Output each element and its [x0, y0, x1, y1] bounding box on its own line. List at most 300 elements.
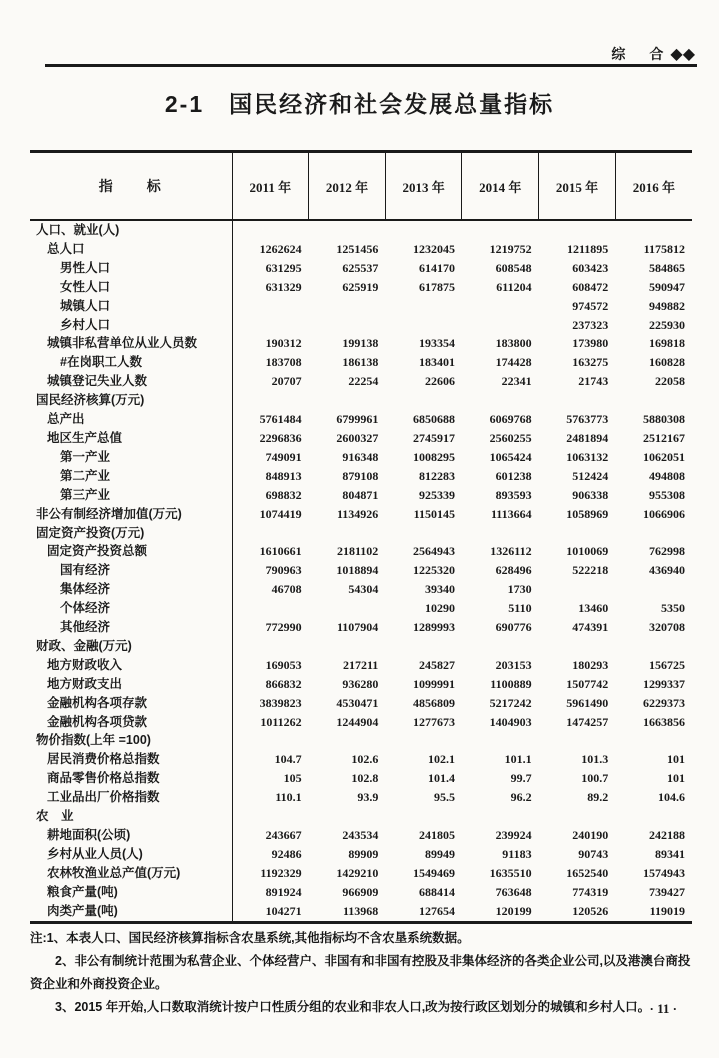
cell-value: 1113664 [490, 506, 532, 521]
cell-value: 1134926 [336, 506, 379, 521]
section-header-row [30, 807, 692, 826]
cell-value: 102.1 [427, 752, 455, 767]
cell-value [232, 637, 309, 656]
row-label: 金融机构各项存款 [30, 694, 232, 713]
cell-value: 104.6 [658, 790, 685, 805]
cell-value: 906338 [572, 487, 609, 502]
header-divider [45, 64, 697, 67]
cell-value: 243667 [265, 828, 302, 842]
cell-value [232, 391, 309, 410]
cell-value [309, 524, 386, 543]
cell-value: 763648 [495, 884, 532, 899]
cell-value [462, 731, 539, 750]
cell-value [309, 391, 386, 410]
cell-value: 93.9 [357, 790, 379, 805]
cell-value: 955308 [649, 487, 685, 502]
chapter-corner-text: 综 合 [611, 46, 669, 62]
table-row [30, 656, 692, 675]
cell-value: 1404903 [489, 714, 532, 729]
cell-value: 10290 [424, 601, 455, 616]
cell-value: 225930 [649, 317, 685, 332]
cell-value: 320708 [649, 620, 685, 635]
cell-value: 100.7 [581, 771, 609, 786]
cell-value: 584865 [649, 260, 685, 275]
cell-value: 614170 [418, 260, 455, 275]
cell-value: 2512167 [643, 430, 685, 445]
cell-value [539, 580, 616, 599]
cell-value [385, 220, 462, 240]
cell-value: 690776 [495, 620, 532, 635]
row-label: 地方财政收入 [30, 656, 232, 675]
cell-value: 879108 [342, 468, 379, 483]
cell-value: 241805 [418, 828, 455, 842]
cell-value: 5880308 [643, 412, 685, 427]
cell-value: 1065424 [489, 449, 532, 464]
section-header-row [30, 391, 692, 410]
cell-value: 120526 [572, 903, 609, 918]
cell-value: 46708 [271, 582, 302, 597]
row-label: 第二产业 [30, 467, 232, 486]
cell-value: 1192329 [260, 865, 302, 880]
cell-value: 104.7 [274, 752, 302, 767]
cell-value [385, 731, 462, 750]
cell-value [615, 807, 692, 826]
row-label: 第一产业 [30, 448, 232, 467]
row-label: 总产出 [30, 410, 232, 429]
cell-value [385, 316, 462, 335]
cell-value: 173980 [572, 336, 609, 351]
year-column-header: 2012 年 [309, 152, 386, 221]
cell-value: 2481894 [566, 430, 609, 445]
cell-value: 21743 [578, 374, 609, 389]
cell-value: 1507742 [566, 676, 609, 691]
cell-value: 183708 [265, 355, 302, 370]
table-row [30, 410, 692, 429]
cell-value: 2296836 [259, 430, 302, 445]
cell-value: 608472 [572, 279, 609, 294]
cell-value [232, 807, 309, 826]
row-label: 男性人口 [30, 259, 232, 278]
cell-value: 1244904 [336, 714, 379, 729]
cell-value: 1100889 [490, 676, 532, 691]
cell-value: 1652540 [566, 865, 609, 880]
table-row [30, 259, 692, 278]
row-label: 农 业 [30, 807, 232, 826]
cell-value: 101.3 [581, 752, 609, 767]
footnotes [30, 927, 695, 1019]
table-row [30, 297, 692, 316]
cell-value: 1474257 [566, 714, 609, 729]
year-column-header: 2011 年 [232, 152, 309, 221]
cell-value: 174428 [495, 355, 532, 370]
cell-value: 20707 [271, 374, 302, 389]
cell-value: 243534 [342, 828, 379, 842]
cell-value [539, 807, 616, 826]
cell-value [309, 599, 386, 618]
row-label: 国有经济 [30, 561, 232, 580]
cell-value [232, 524, 309, 543]
cell-value: 186138 [342, 355, 379, 370]
cell-value: 5761484 [259, 412, 302, 427]
cell-value [462, 316, 539, 335]
year-column-header: 2013 年 [385, 152, 462, 221]
cell-value: 1063132 [566, 449, 609, 464]
cell-value [309, 220, 386, 240]
cell-value: 891924 [265, 884, 302, 899]
indicators-table [30, 150, 692, 924]
table-row [30, 902, 692, 922]
cell-value: 240190 [572, 828, 609, 842]
cell-value: 1211895 [566, 241, 609, 256]
cell-value: 1099991 [412, 676, 455, 691]
cell-value: 101 [667, 771, 685, 786]
cell-value: 739427 [649, 884, 685, 899]
cell-value: 436940 [649, 563, 685, 578]
cell-value: 1150145 [413, 506, 455, 521]
cell-value: 3839823 [259, 695, 302, 710]
cell-value: 89341 [655, 846, 685, 861]
row-label: 财政、金融(万元) [30, 637, 232, 656]
cell-value [462, 807, 539, 826]
cell-value [385, 637, 462, 656]
row-label: 非公有制经济增加值(万元) [30, 505, 232, 524]
cell-value: 2181102 [336, 544, 379, 559]
cell-value [615, 391, 692, 410]
table-row [30, 278, 692, 297]
footnote-line: 3、2015 年开始,人口数取消统计按户口性质分组的农业和非农人口,改为按行政区划划分的城镇和乡村人口。 [55, 1000, 651, 1014]
table-row [30, 561, 692, 580]
cell-value: 5217242 [489, 695, 532, 710]
row-label: 集体经济 [30, 580, 232, 599]
cell-value: 102.8 [351, 771, 379, 786]
cell-value: 22058 [655, 374, 685, 389]
cell-value [615, 524, 692, 543]
cell-value: 790963 [265, 563, 302, 578]
cell-value: 99.7 [510, 771, 532, 786]
row-label: 居民消费价格总指数 [30, 750, 232, 769]
cell-value [232, 297, 309, 316]
cell-value: 698832 [265, 487, 302, 502]
cell-value: 54304 [348, 582, 379, 597]
page-title: 2-1 国民经济和社会发展总量指标 [164, 91, 555, 117]
table-row [30, 618, 692, 637]
table-row [30, 448, 692, 467]
row-label: 工业品出厂价格指数 [30, 788, 232, 807]
cell-value: 2560255 [489, 430, 532, 445]
cell-value: 5961490 [566, 695, 609, 710]
cell-value: 936280 [342, 676, 379, 691]
cell-value: 5350 [661, 601, 685, 616]
cell-value [615, 580, 692, 599]
cell-value: 89949 [424, 846, 455, 861]
cell-value: 39340 [424, 582, 455, 597]
cell-value: 22606 [424, 374, 455, 389]
cell-value: 2564943 [412, 544, 455, 559]
row-label: 肉类产量(吨) [30, 902, 232, 922]
cell-value: 494808 [649, 468, 685, 483]
cell-value: 101.1 [504, 752, 532, 767]
cell-value: 893593 [495, 487, 532, 502]
cell-value: 601238 [495, 468, 532, 483]
cell-value [309, 807, 386, 826]
row-label: 个体经济 [30, 599, 232, 618]
cell-value: 169818 [649, 336, 685, 351]
table-row [30, 883, 692, 902]
table-row [30, 769, 692, 788]
cell-value [232, 731, 309, 750]
cell-value: 925339 [418, 487, 455, 502]
cell-value: 242188 [649, 828, 685, 842]
cell-value: 22254 [348, 374, 379, 389]
table-row [30, 505, 692, 524]
cell-value: 1549469 [412, 865, 455, 880]
cell-value [385, 297, 462, 316]
cell-value [385, 391, 462, 410]
cell-value: 22341 [501, 374, 532, 389]
cell-value: 5110 [508, 601, 532, 616]
cell-value: 688414 [418, 884, 455, 899]
cell-value [309, 316, 386, 335]
table-row [30, 316, 692, 335]
cell-value: 1232045 [412, 241, 455, 256]
row-label: 商品零售价格总指数 [30, 769, 232, 788]
table-row [30, 788, 692, 807]
cell-value: 110.1 [275, 790, 302, 805]
cell-value: 1066906 [643, 506, 685, 521]
cell-value: 193354 [418, 336, 455, 351]
cell-value: 590947 [649, 279, 685, 294]
cell-value: 245827 [418, 657, 455, 672]
indicator-column-header: 指 标 [30, 152, 232, 221]
cell-value [232, 316, 309, 335]
table-row [30, 750, 692, 769]
cell-value: 772990 [265, 620, 302, 635]
cell-value: 1429210 [336, 865, 379, 880]
cell-value: 848913 [265, 468, 302, 483]
cell-value: 104271 [265, 903, 302, 918]
row-label: 城镇人口 [30, 297, 232, 316]
cell-value: 1610661 [259, 544, 302, 559]
cell-value: 1635510 [489, 865, 532, 880]
section-header-row [30, 731, 692, 750]
table-row [30, 580, 692, 599]
cell-value: 6069768 [489, 412, 532, 427]
cell-value: 113968 [342, 903, 379, 918]
cell-value: 13460 [578, 601, 609, 616]
section-header-row [30, 637, 692, 656]
table-row [30, 240, 692, 259]
cell-value: 628496 [495, 563, 532, 578]
cell-value: 102.6 [351, 752, 379, 767]
cell-value [615, 637, 692, 656]
cell-value: 866832 [265, 676, 302, 691]
cell-value: 812283 [418, 468, 455, 483]
cell-value: 101.4 [427, 771, 455, 786]
year-column-header: 2016 年 [615, 152, 692, 221]
cell-value: 611204 [496, 279, 532, 294]
cell-value: 2600327 [336, 430, 379, 445]
cell-value [615, 220, 692, 240]
cell-value [309, 297, 386, 316]
cell-value: 1219752 [489, 241, 532, 256]
cell-value: 105 [283, 771, 302, 786]
cell-value: 474391 [572, 620, 609, 635]
cell-value: 1011262 [260, 714, 302, 729]
row-label: #在岗职工人数 [30, 353, 232, 372]
cell-value: 6799961 [336, 412, 379, 427]
cell-value: 774319 [572, 884, 609, 899]
cell-value [539, 731, 616, 750]
cell-value: 625537 [342, 260, 379, 275]
table-header-row [30, 152, 692, 221]
cell-value [539, 220, 616, 240]
cell-value [539, 637, 616, 656]
table-body [30, 220, 692, 922]
cell-value: 603423 [572, 260, 609, 275]
cell-value: 2745917 [412, 430, 455, 445]
year-column-header: 2015 年 [539, 152, 616, 221]
table-row [30, 675, 692, 694]
cell-value [539, 391, 616, 410]
cell-value: 1058969 [566, 506, 609, 521]
cell-value: 160828 [649, 355, 685, 370]
cell-value: 1010069 [566, 544, 609, 559]
cell-value: 974572 [572, 298, 609, 313]
cell-value: 120199 [495, 903, 532, 918]
row-label: 女性人口 [30, 278, 232, 297]
year-column-header: 2014 年 [462, 152, 539, 221]
cell-value [309, 731, 386, 750]
footnote-line: 2、非公有制统计范围为私营企业、个体经营户、非国有和非国有控股及非集体经济的各类企业公司,以及港澳台商投资企业和外商投资企业。 [30, 954, 691, 991]
cell-value: 92486 [271, 846, 302, 861]
cell-value: 4530471 [336, 695, 379, 710]
cell-value: 183401 [418, 355, 455, 370]
cell-value: 1277673 [412, 714, 455, 729]
cell-value: 1262624 [259, 241, 302, 256]
table-row [30, 599, 692, 618]
cell-value: 1299337 [643, 676, 685, 691]
table-row [30, 334, 692, 353]
cell-value [309, 637, 386, 656]
table-row [30, 353, 692, 372]
cell-value: 949882 [649, 298, 685, 313]
cell-value: 156725 [649, 657, 685, 672]
cell-value: 217211 [342, 657, 379, 672]
row-label: 总人口 [30, 240, 232, 259]
cell-value: 631329 [265, 279, 302, 294]
table-row [30, 826, 692, 845]
row-label: 粮食产量(吨) [30, 883, 232, 902]
cell-value: 804871 [342, 487, 379, 502]
cell-value: 625919 [342, 279, 379, 294]
row-label: 耕地面积(公顷) [30, 826, 232, 845]
row-label: 物价指数(上年 =100) [30, 731, 232, 750]
row-label: 地区生产总值 [30, 429, 232, 448]
chapter-corner-label [611, 44, 695, 64]
cell-value: 1225320 [412, 563, 455, 578]
cell-value: 1730 [507, 582, 532, 597]
cell-value: 916348 [342, 449, 379, 464]
section-header-row [30, 220, 692, 240]
row-label: 乡村从业人员(人) [30, 845, 232, 864]
page-number: · 11 · [649, 1001, 677, 1016]
cell-value: 237323 [572, 317, 609, 332]
cell-value: 199138 [342, 336, 379, 351]
cell-value [232, 220, 309, 240]
cell-value [462, 391, 539, 410]
cell-value: 1175812 [643, 241, 685, 256]
cell-value: 169053 [265, 657, 302, 672]
cell-value: 5763773 [566, 412, 609, 427]
cell-value [462, 297, 539, 316]
cell-value [385, 807, 462, 826]
table-row [30, 864, 692, 883]
section-header-row [30, 524, 692, 543]
cell-value: 1574943 [643, 865, 685, 880]
cell-value: 101 [667, 752, 685, 767]
table-row [30, 429, 692, 448]
cell-value: 183800 [495, 336, 532, 351]
cell-value [462, 637, 539, 656]
cell-value: 608548 [495, 260, 532, 275]
cell-value: 762998 [649, 544, 685, 559]
cell-value: 749091 [265, 449, 302, 464]
cell-value: 203153 [495, 657, 532, 672]
cell-value: 1326112 [490, 544, 532, 559]
table-row [30, 486, 692, 505]
row-label: 国民经济核算(万元) [30, 391, 232, 410]
cell-value: 1251456 [336, 241, 379, 256]
row-label: 金融机构各项贷款 [30, 713, 232, 732]
row-label: 固定资产投资(万元) [30, 524, 232, 543]
table-row [30, 694, 692, 713]
cell-value [462, 524, 539, 543]
cell-value: 239924 [495, 828, 532, 842]
cell-value: 1663856 [643, 714, 685, 729]
row-label: 乡村人口 [30, 316, 232, 335]
cell-value: 1289993 [412, 620, 455, 635]
cell-value: 163275 [572, 355, 609, 370]
cell-value: 1062051 [643, 449, 685, 464]
row-label: 城镇登记失业人数 [30, 372, 232, 391]
cell-value [385, 524, 462, 543]
cell-value: 617875 [418, 279, 455, 294]
cell-value: 4856809 [412, 695, 455, 710]
cell-value: 631295 [265, 260, 302, 275]
row-label: 城镇非私营单位从业人员数 [30, 334, 232, 353]
cell-value [232, 599, 309, 618]
cell-value: 89.2 [587, 790, 609, 805]
cell-value: 119019 [649, 903, 685, 918]
row-label: 地方财政支出 [30, 675, 232, 694]
row-label: 固定资产投资总额 [30, 542, 232, 561]
footnote-line: 注:1、本表人口、国民经济核算指标含农垦系统,其他指标均不含农垦系统数据。 [30, 931, 470, 945]
table-row [30, 542, 692, 561]
table-row [30, 372, 692, 391]
cell-value: 522218 [572, 563, 609, 578]
cell-value: 180293 [572, 657, 609, 672]
table-row [30, 467, 692, 486]
row-label: 其他经济 [30, 618, 232, 637]
cell-value [462, 220, 539, 240]
row-label: 人口、就业(人) [30, 220, 232, 240]
cell-value: 190312 [265, 336, 302, 351]
cell-value: 91183 [502, 846, 532, 861]
cell-value: 89909 [348, 846, 379, 861]
cell-value: 6229373 [643, 695, 685, 710]
cell-value: 127654 [418, 903, 455, 918]
cell-value: 1107904 [336, 620, 379, 635]
